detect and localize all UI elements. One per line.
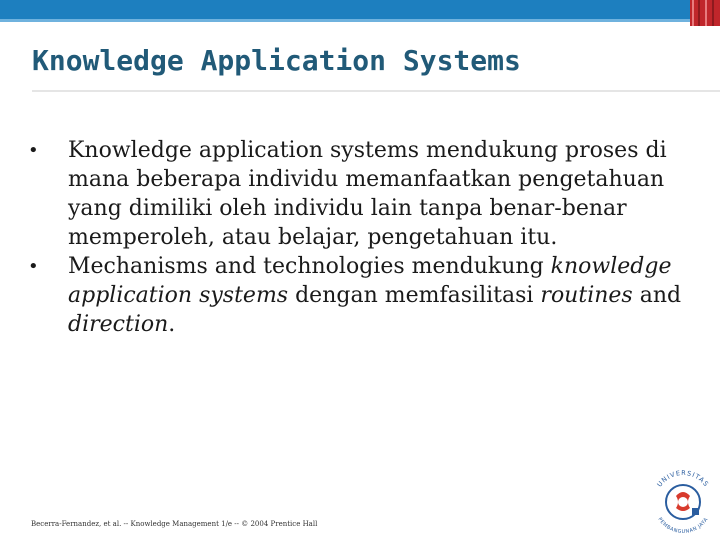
bullet-list: [28, 136, 708, 339]
logo-text-bottom: PEMBANGUNAN JAYA: [656, 516, 710, 536]
header-band: [0, 0, 720, 26]
bullet-text-emphasis: direction: [68, 312, 169, 337]
bullet-text-part: Mechanisms and technologies mendukung: [68, 254, 551, 279]
bullet-text-part: dengan memfasilitasi: [288, 283, 541, 308]
bullet-text-emphasis: knowledge application systems: [68, 254, 672, 308]
logo-text-top: UNIVERSITAS: [655, 468, 711, 489]
bullet-marker: •: [28, 256, 39, 277]
bullet-text-part: and: [632, 283, 682, 308]
bullet-text: Knowledge application systems mendukung proses di mana beberapa individu memanfaatkan pengetahuan yang dimiliki oleh individu lain tanpa benar-benar memperoleh, atau belajar, pengetahuan itu.: [68, 138, 667, 250]
university-logo: [646, 458, 720, 540]
bullet-marker: •: [28, 140, 39, 161]
bullet-item-1: [28, 136, 708, 252]
bullet-text-part: .: [168, 312, 176, 337]
slide-footer: Becerra-Fernandez, et al. -- Knowledge Management 1/e -- © 2004 Prentice Hall: [31, 520, 318, 528]
slide-title: Knowledge Application Systems: [32, 44, 521, 77]
bullet-text-emphasis: routines: [540, 283, 633, 308]
bullet-item-2: [28, 252, 708, 339]
title-underline: [32, 90, 720, 92]
